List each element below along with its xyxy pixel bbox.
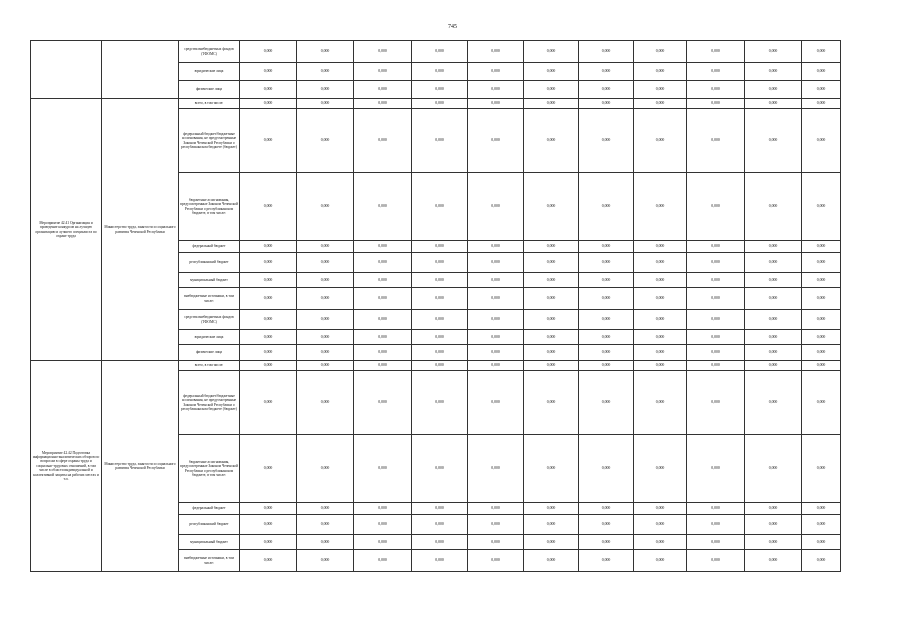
amount-cell: 0,000 xyxy=(687,109,745,173)
amount-cell: 0,000 xyxy=(745,371,802,435)
amount-cell: 0,000 xyxy=(468,173,524,241)
amount-cell: 0,000 xyxy=(240,515,297,535)
amount-cell: 0,000 xyxy=(579,503,634,515)
amount-cell: 0,000 xyxy=(412,253,468,273)
amount-cell: 0,000 xyxy=(412,371,468,435)
amount-cell: 0,000 xyxy=(412,41,468,63)
amount-cell: 0,000 xyxy=(802,330,841,345)
amount-cell: 0,000 xyxy=(354,109,412,173)
amount-cell: 0,000 xyxy=(524,241,579,253)
amount-cell: 0,000 xyxy=(524,503,579,515)
amount-cell: 0,000 xyxy=(240,503,297,515)
amount-cell: 0,000 xyxy=(354,550,412,572)
amount-cell: 0,000 xyxy=(579,41,634,63)
amount-cell: 0,000 xyxy=(579,435,634,503)
amount-cell: 0,000 xyxy=(412,288,468,310)
amount-cell: 0,000 xyxy=(354,330,412,345)
funding-source-cell: средства внебюджетных фондов (ТФОМС) xyxy=(179,310,240,330)
amount-cell: 0,000 xyxy=(579,173,634,241)
amount-cell: 0,000 xyxy=(802,99,841,109)
amount-cell: 0,000 xyxy=(468,361,524,371)
funding-source-cell: всего, в том числе: xyxy=(179,99,240,109)
amount-cell: 0,000 xyxy=(687,515,745,535)
amount-cell: 0,000 xyxy=(354,99,412,109)
amount-cell: 0,000 xyxy=(468,371,524,435)
measure-name-cell: Мероприятие 42.41 Организация и проведение конкурсов на лучшую организацию и лучшего специалиста по охране труда xyxy=(31,99,102,361)
amount-cell: 0,000 xyxy=(802,515,841,535)
amount-cell: 0,000 xyxy=(634,173,687,241)
page-number: 745 xyxy=(448,24,457,30)
amount-cell: 0,000 xyxy=(802,241,841,253)
amount-cell: 0,000 xyxy=(745,288,802,310)
budget-table xyxy=(30,40,841,572)
amount-cell: 0,000 xyxy=(354,435,412,503)
amount-cell: 0,000 xyxy=(468,109,524,173)
amount-cell: 0,000 xyxy=(745,503,802,515)
funding-source-cell: юридические лица xyxy=(179,330,240,345)
amount-cell: 0,000 xyxy=(412,361,468,371)
amount-cell: 0,000 xyxy=(634,253,687,273)
amount-cell: 0,000 xyxy=(524,515,579,535)
amount-cell: 0,000 xyxy=(297,99,354,109)
amount-cell: 0,000 xyxy=(745,515,802,535)
amount-cell: 0,000 xyxy=(412,109,468,173)
amount-cell: 0,000 xyxy=(412,241,468,253)
amount-cell: 0,000 xyxy=(745,550,802,572)
amount-cell: 0,000 xyxy=(634,435,687,503)
funding-source-cell: республиканский бюджет xyxy=(179,253,240,273)
amount-cell: 0,000 xyxy=(634,503,687,515)
amount-cell: 0,000 xyxy=(524,41,579,63)
amount-cell: 0,000 xyxy=(745,310,802,330)
amount-cell: 0,000 xyxy=(579,310,634,330)
amount-cell: 0,000 xyxy=(634,535,687,550)
amount-cell: 0,000 xyxy=(802,288,841,310)
amount-cell: 0,000 xyxy=(687,81,745,99)
amount-cell: 0,000 xyxy=(412,173,468,241)
amount-cell: 0,000 xyxy=(240,99,297,109)
amount-cell: 0,000 xyxy=(745,535,802,550)
amount-cell: 0,000 xyxy=(468,550,524,572)
amount-cell: 0,000 xyxy=(354,41,412,63)
funding-source-cell: федеральный бюджет xyxy=(179,503,240,515)
amount-cell: 0,000 xyxy=(745,241,802,253)
amount-cell: 0,000 xyxy=(634,109,687,173)
amount-cell: 0,000 xyxy=(524,273,579,288)
amount-cell: 0,000 xyxy=(240,535,297,550)
amount-cell: 0,000 xyxy=(687,99,745,109)
amount-cell: 0,000 xyxy=(634,41,687,63)
amount-cell: 0,000 xyxy=(687,241,745,253)
amount-cell: 0,000 xyxy=(468,503,524,515)
amount-cell: 0,000 xyxy=(297,361,354,371)
amount-cell: 0,000 xyxy=(468,41,524,63)
amount-cell: 0,000 xyxy=(687,63,745,81)
amount-cell: 0,000 xyxy=(240,310,297,330)
amount-cell: 0,000 xyxy=(412,330,468,345)
amount-cell: 0,000 xyxy=(468,253,524,273)
amount-cell: 0,000 xyxy=(524,535,579,550)
amount-cell: 0,000 xyxy=(524,99,579,109)
amount-cell: 0,000 xyxy=(524,371,579,435)
amount-cell: 0,000 xyxy=(354,361,412,371)
amount-cell: 0,000 xyxy=(240,288,297,310)
amount-cell: 0,000 xyxy=(412,310,468,330)
amount-cell: 0,000 xyxy=(579,535,634,550)
funding-source-cell: физические лица xyxy=(179,345,240,361)
funding-source-cell: средства внебюджетных фондов (ТФОМС) xyxy=(179,41,240,63)
amount-cell: 0,000 xyxy=(524,345,579,361)
amount-cell: 0,000 xyxy=(802,273,841,288)
amount-cell: 0,000 xyxy=(354,535,412,550)
amount-cell: 0,000 xyxy=(745,435,802,503)
funding-source-cell: федеральный бюджет/бюджетные ассигнования, не предусмотренные Законом Чеченской Республики о республиканском бюджете (бюджет) xyxy=(179,109,240,173)
amount-cell: 0,000 xyxy=(634,345,687,361)
amount-cell: 0,000 xyxy=(524,310,579,330)
amount-cell: 0,000 xyxy=(745,99,802,109)
amount-cell: 0,000 xyxy=(687,273,745,288)
amount-cell: 0,000 xyxy=(687,535,745,550)
amount-cell: 0,000 xyxy=(297,345,354,361)
amount-cell: 0,000 xyxy=(634,330,687,345)
amount-cell: 0,000 xyxy=(579,288,634,310)
amount-cell: 0,000 xyxy=(468,330,524,345)
amount-cell: 0,000 xyxy=(412,273,468,288)
amount-cell: 0,000 xyxy=(412,345,468,361)
amount-cell: 0,000 xyxy=(468,515,524,535)
amount-cell: 0,000 xyxy=(468,435,524,503)
amount-cell: 0,000 xyxy=(524,435,579,503)
table-row xyxy=(31,41,841,63)
executor-cell: Министерство труда, занятости и социального развития Чеченской Республики xyxy=(102,361,179,572)
funding-source-cell: внебюджетные источники, в том числе: xyxy=(179,550,240,572)
amount-cell: 0,000 xyxy=(354,253,412,273)
amount-cell: 0,000 xyxy=(579,361,634,371)
amount-cell: 0,000 xyxy=(240,371,297,435)
amount-cell: 0,000 xyxy=(745,63,802,81)
amount-cell: 0,000 xyxy=(579,241,634,253)
amount-cell: 0,000 xyxy=(354,503,412,515)
amount-cell: 0,000 xyxy=(802,550,841,572)
amount-cell: 0,000 xyxy=(524,81,579,99)
amount-cell: 0,000 xyxy=(687,41,745,63)
amount-cell: 0,000 xyxy=(240,173,297,241)
amount-cell: 0,000 xyxy=(634,371,687,435)
amount-cell: 0,000 xyxy=(297,41,354,63)
amount-cell: 0,000 xyxy=(634,310,687,330)
amount-cell: 0,000 xyxy=(297,63,354,81)
amount-cell: 0,000 xyxy=(468,345,524,361)
amount-cell: 0,000 xyxy=(297,310,354,330)
funding-source-cell: федеральный бюджет/бюджетные ассигнования, не предусмотренные Законом Чеченской Республики о республиканском бюджете (бюджет) xyxy=(179,371,240,435)
amount-cell: 0,000 xyxy=(468,241,524,253)
amount-cell: 0,000 xyxy=(634,361,687,371)
amount-cell: 0,000 xyxy=(354,241,412,253)
amount-cell: 0,000 xyxy=(745,330,802,345)
amount-cell: 0,000 xyxy=(524,253,579,273)
amount-cell: 0,000 xyxy=(745,345,802,361)
amount-cell: 0,000 xyxy=(687,435,745,503)
amount-cell: 0,000 xyxy=(240,345,297,361)
amount-cell: 0,000 xyxy=(468,81,524,99)
amount-cell: 0,000 xyxy=(802,361,841,371)
amount-cell: 0,000 xyxy=(579,550,634,572)
amount-cell: 0,000 xyxy=(579,253,634,273)
amount-cell: 0,000 xyxy=(354,288,412,310)
amount-cell: 0,000 xyxy=(412,503,468,515)
amount-cell: 0,000 xyxy=(745,361,802,371)
amount-cell: 0,000 xyxy=(524,361,579,371)
amount-cell: 0,000 xyxy=(412,81,468,99)
amount-cell: 0,000 xyxy=(745,253,802,273)
amount-cell: 0,000 xyxy=(745,273,802,288)
amount-cell: 0,000 xyxy=(802,253,841,273)
amount-cell: 0,000 xyxy=(297,81,354,99)
executor-cell: Министерство труда, занятости и социального развития Чеченской Республики xyxy=(102,99,179,361)
amount-cell: 0,000 xyxy=(468,310,524,330)
amount-cell: 0,000 xyxy=(524,288,579,310)
amount-cell: 0,000 xyxy=(802,310,841,330)
amount-cell: 0,000 xyxy=(468,273,524,288)
funding-source-cell: федеральный бюджет xyxy=(179,241,240,253)
amount-cell: 0,000 xyxy=(297,330,354,345)
amount-cell: 0,000 xyxy=(354,81,412,99)
amount-cell: 0,000 xyxy=(579,515,634,535)
amount-cell: 0,000 xyxy=(297,550,354,572)
amount-cell: 0,000 xyxy=(412,99,468,109)
amount-cell: 0,000 xyxy=(579,371,634,435)
amount-cell: 0,000 xyxy=(354,515,412,535)
amount-cell: 0,000 xyxy=(240,253,297,273)
amount-cell: 0,000 xyxy=(297,515,354,535)
amount-cell: 0,000 xyxy=(579,81,634,99)
amount-cell: 0,000 xyxy=(802,81,841,99)
amount-cell: 0,000 xyxy=(468,535,524,550)
amount-cell: 0,000 xyxy=(802,535,841,550)
amount-cell: 0,000 xyxy=(745,109,802,173)
amount-cell: 0,000 xyxy=(745,81,802,99)
amount-cell: 0,000 xyxy=(579,109,634,173)
amount-cell: 0,000 xyxy=(687,253,745,273)
amount-cell: 0,000 xyxy=(240,109,297,173)
measure-name-cell xyxy=(31,41,102,99)
amount-cell: 0,000 xyxy=(240,241,297,253)
amount-cell: 0,000 xyxy=(240,41,297,63)
amount-cell: 0,000 xyxy=(579,63,634,81)
amount-cell: 0,000 xyxy=(240,273,297,288)
amount-cell: 0,000 xyxy=(579,345,634,361)
amount-cell: 0,000 xyxy=(687,550,745,572)
funding-source-cell: муниципальный бюджет xyxy=(179,273,240,288)
measure-name-cell: Мероприятие 42.42 Подготовка информационно-аналитических обзоров по вопросам в сфере охраны труда и социально-трудовых отношений, в том числе в области индивидуальной и коллективной защиты на рабочих местах и т.п. xyxy=(31,361,102,572)
amount-cell: 0,000 xyxy=(524,173,579,241)
amount-cell: 0,000 xyxy=(802,63,841,81)
amount-cell: 0,000 xyxy=(412,535,468,550)
amount-cell: 0,000 xyxy=(524,63,579,81)
amount-cell: 0,000 xyxy=(687,345,745,361)
amount-cell: 0,000 xyxy=(297,503,354,515)
executor-cell xyxy=(102,41,179,99)
amount-cell: 0,000 xyxy=(802,109,841,173)
amount-cell: 0,000 xyxy=(240,63,297,81)
amount-cell: 0,000 xyxy=(297,109,354,173)
amount-cell: 0,000 xyxy=(634,288,687,310)
amount-cell: 0,000 xyxy=(634,550,687,572)
amount-cell: 0,000 xyxy=(354,345,412,361)
amount-cell: 0,000 xyxy=(634,81,687,99)
amount-cell: 0,000 xyxy=(240,361,297,371)
funding-source-cell: бюджетные ассигнования, предусмотренные Законом Чеченской Республики о республиканском бюджете, в том числе: xyxy=(179,435,240,503)
table-row xyxy=(31,99,841,109)
amount-cell: 0,000 xyxy=(354,273,412,288)
amount-cell: 0,000 xyxy=(634,515,687,535)
amount-cell: 0,000 xyxy=(297,273,354,288)
funding-source-cell: бюджетные ассигнования, предусмотренные Законом Чеченской Республики о республиканском бюджете, в том числе: xyxy=(179,173,240,241)
amount-cell: 0,000 xyxy=(412,63,468,81)
amount-cell: 0,000 xyxy=(354,310,412,330)
amount-cell: 0,000 xyxy=(687,361,745,371)
amount-cell: 0,000 xyxy=(297,173,354,241)
funding-source-cell: муниципальный бюджет xyxy=(179,535,240,550)
amount-cell: 0,000 xyxy=(802,435,841,503)
amount-cell: 0,000 xyxy=(297,535,354,550)
amount-cell: 0,000 xyxy=(687,173,745,241)
amount-cell: 0,000 xyxy=(468,288,524,310)
amount-cell: 0,000 xyxy=(468,99,524,109)
amount-cell: 0,000 xyxy=(687,288,745,310)
amount-cell: 0,000 xyxy=(687,310,745,330)
amount-cell: 0,000 xyxy=(687,503,745,515)
amount-cell: 0,000 xyxy=(297,371,354,435)
amount-cell: 0,000 xyxy=(524,550,579,572)
amount-cell: 0,000 xyxy=(354,173,412,241)
table-row xyxy=(31,361,841,371)
amount-cell: 0,000 xyxy=(297,288,354,310)
amount-cell: 0,000 xyxy=(297,435,354,503)
amount-cell: 0,000 xyxy=(468,63,524,81)
amount-cell: 0,000 xyxy=(802,503,841,515)
amount-cell: 0,000 xyxy=(412,550,468,572)
funding-source-cell: физические лица xyxy=(179,81,240,99)
amount-cell: 0,000 xyxy=(354,371,412,435)
amount-cell: 0,000 xyxy=(745,41,802,63)
amount-cell: 0,000 xyxy=(524,330,579,345)
amount-cell: 0,000 xyxy=(354,63,412,81)
amount-cell: 0,000 xyxy=(687,330,745,345)
amount-cell: 0,000 xyxy=(802,173,841,241)
amount-cell: 0,000 xyxy=(802,41,841,63)
amount-cell: 0,000 xyxy=(802,345,841,361)
funding-source-cell: внебюджетные источники, в том числе: xyxy=(179,288,240,310)
amount-cell: 0,000 xyxy=(634,273,687,288)
amount-cell: 0,000 xyxy=(802,371,841,435)
amount-cell: 0,000 xyxy=(412,435,468,503)
amount-cell: 0,000 xyxy=(240,435,297,503)
funding-source-cell: всего, в том числе: xyxy=(179,361,240,371)
amount-cell: 0,000 xyxy=(634,241,687,253)
amount-cell: 0,000 xyxy=(524,109,579,173)
amount-cell: 0,000 xyxy=(745,173,802,241)
amount-cell: 0,000 xyxy=(240,330,297,345)
amount-cell: 0,000 xyxy=(634,99,687,109)
amount-cell: 0,000 xyxy=(634,63,687,81)
amount-cell: 0,000 xyxy=(579,273,634,288)
amount-cell: 0,000 xyxy=(412,515,468,535)
amount-cell: 0,000 xyxy=(579,330,634,345)
amount-cell: 0,000 xyxy=(240,550,297,572)
amount-cell: 0,000 xyxy=(297,253,354,273)
amount-cell: 0,000 xyxy=(297,241,354,253)
funding-source-cell: республиканский бюджет xyxy=(179,515,240,535)
funding-source-cell: юридические лица xyxy=(179,63,240,81)
amount-cell: 0,000 xyxy=(579,99,634,109)
amount-cell: 0,000 xyxy=(240,81,297,99)
amount-cell: 0,000 xyxy=(687,371,745,435)
